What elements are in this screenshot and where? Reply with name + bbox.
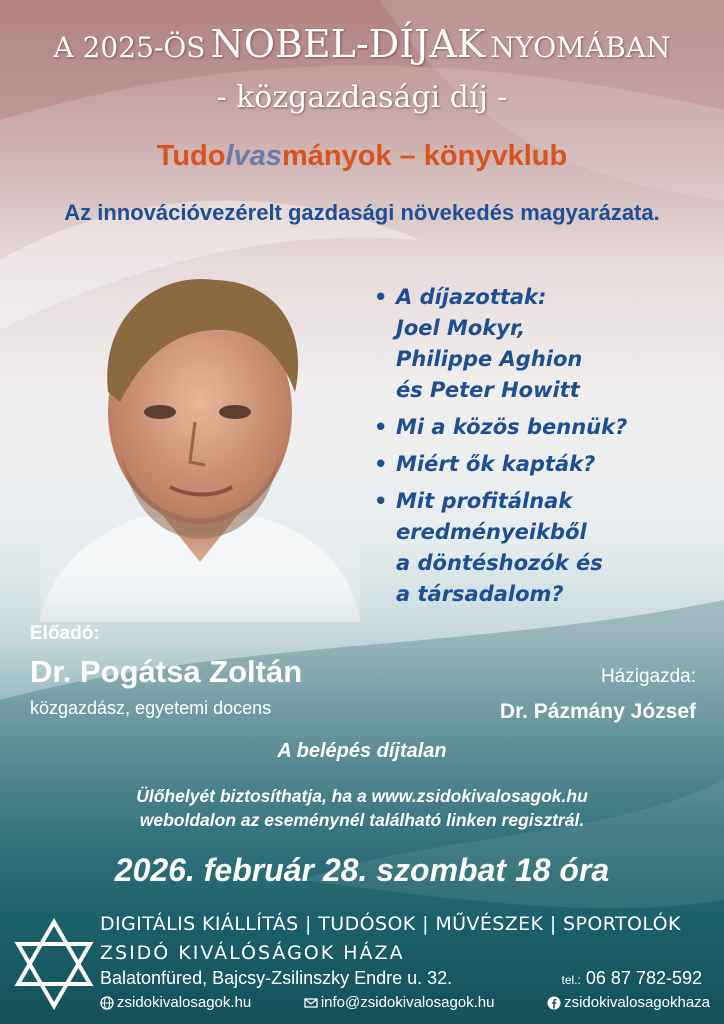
address: Balatonfüred, Bajcsy-Zsilinszky Endre u. 32. [100,968,453,988]
phone [562,968,702,989]
event-title [0,22,724,66]
host-name: Dr. Pázmány József [499,700,696,723]
host-label: Házigazda: [600,666,696,687]
envelope-icon [304,996,318,1010]
facebook-text: zsidokivalosagokhaza [564,994,710,1011]
title-main: NOBEL-DÍJAK [210,22,486,66]
list-item-line: A díjazottak: [396,285,547,309]
bullet-icon: • [374,285,388,309]
speaker-photo [40,262,360,622]
tagline: Az innovációvezérelt gazdasági növekedés magyarázata. [64,200,660,225]
footer-categories: DIGITÁLIS KIÁLLÍTÁS | TUDÓSOK | MŰVÉSZEK | SPORTOLÓK [100,913,681,935]
phone-number: 06 87 782-592 [585,968,702,988]
phone-label: tel.: [561,973,581,987]
organization-name: ZSIDÓ KIVÁLÓSÁGOK HÁZA [100,942,405,964]
topic-list [372,282,717,616]
list-item [372,449,717,480]
registration-note [0,784,724,832]
list-item [372,486,717,610]
bullet-icon: • [374,489,388,513]
registration-line-2: weboldalon az eseménynél található linken regisztrál. [139,810,585,830]
facebook-icon [547,996,561,1010]
globe-icon [100,996,114,1010]
list-item-line: eredményeikből [396,520,587,544]
title-prefix: A 2025-ÖS [53,31,206,64]
title-suffix: NYOMÁBAN [490,31,671,64]
lecturer-role: közgazdász, egyetemi docens [30,698,272,718]
event-date: 2026. február 28. szombat 18 óra [114,852,610,888]
bullet-icon: • [374,415,388,439]
registration-line-1: Ülőhelyét biztosíthatja, ha a www.zsidokivalosagok.hu [136,786,588,806]
list-item-line: Joel Mokyr, [396,316,526,340]
contact-row [100,994,710,1011]
club-part-2: lvas [225,140,282,172]
lecturer-label: Előadó: [30,623,100,644]
list-item-line: és Peter Howitt [396,378,580,402]
entry-note: A belépés díjtalan [277,740,447,762]
list-item-line: Mit profitálnak [396,489,573,513]
list-item-line: Philippe Aghion [396,347,583,371]
list-item [372,412,717,443]
list-item [372,282,717,406]
book-club-title [0,140,724,173]
list-item-line: Mi a közös bennük? [396,415,628,439]
star-of-david-icon [14,918,94,1010]
list-item-line: a társadalom? [396,582,564,606]
club-part-1: Tudo [156,140,226,172]
club-part-3: mányok – könyvklub [281,140,568,172]
bullet-icon: • [374,452,388,476]
website-text: zsidokivalosagok.hu [117,994,252,1011]
website-link[interactable] [100,994,251,1011]
email-link[interactable] [304,994,495,1011]
lecturer-name: Dr. Pogátsa Zoltán [30,654,303,689]
list-item-line: Miért ők kapták? [396,452,596,476]
list-item-line: a döntéshozók és [396,551,603,575]
email-text: info@zsidokivalosagok.hu [320,994,495,1011]
event-subtitle: - közgazdasági díj - [216,80,508,115]
facebook-link[interactable] [547,994,710,1011]
